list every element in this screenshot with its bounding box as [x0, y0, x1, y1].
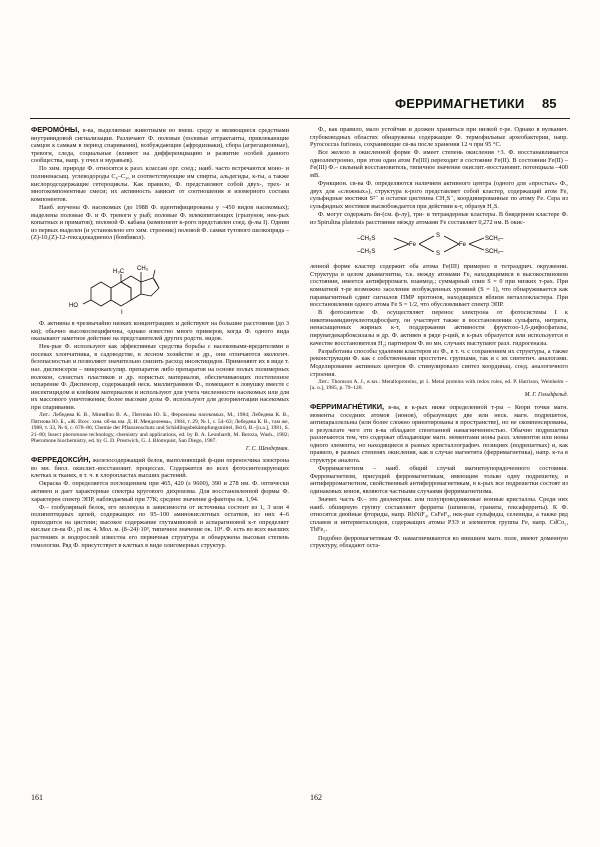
page-number-right: 162 — [310, 793, 322, 802]
literature-ref: Лит.: Лебедева К. В., Миняйло В. А., Пятнова Ю. Б., Феромоны насекомых, М., 1984; Лебедева К. В., Пятнова Ю. Б., «Ж. Всес. хим. об-ва им. Д. И. Менделеева», 1984, т. 29, № 1, с. 54–63; Лебедева К. В., там же, 1988, т. 33, № 6, с. 678–86; Chemie der Pflanzenschutz und Schädlingsbekämpfungsmittel, Bd 6, B.–[u.a.], 1981, S. 21–80; Insect pheromone technology, chemistry and applications, ed. by B. A. Leonhardt, M. Beroza, Wash., 1982; Pheromone biochemistry, ed. by G. D. Prestwich, G. J. Blomquist, San Diego, 1987. — [31, 412, 289, 445]
paragraph: Разработаны способы удаления кластеров из Ф., в т. ч. с сохранением их структуры, а также реконструкции Ф. как с собственными простетич. группами, так и с их синтетич. аналогами. Моделирование активных центров Ф. стимулировало синтез координац. соед. аналогичного строения. — [310, 347, 568, 378]
paragraph: Ф.– глобулярный белок, его молекула в зависимости от источника состоит из 1, 3 или 4 полипептидных цепей, содержащих по 95–100 аминокислотных остатков, из них 4–6 приходится на цистеин; высокое содержание глутаминовой и аспарагиновой к-т определяет кислые св-ва Ф., pI ок. 4. Мол. м. (8–24)·10³, типичное значение ок. 10⁴. Ф. есть во всех высших растениях и водорослей известна его первичная структура и обнаружена высокая степень гомологии. Ряд Ф. присутствует в клетках в виде олигомерных структур. — [31, 503, 289, 549]
entry-ferredoxin — [31, 456, 289, 480]
literature-ref: Лит.: Thomson A. J., в кн.: Metalloproteins, pt 1. Metal proteins with redox roles, ed. P. Harrison, Weinheim – [a. o.], 1985, p. 79–120. — [310, 378, 568, 392]
author-signature: Г. С. Шендерман. — [245, 445, 289, 452]
header-rule — [30, 118, 570, 119]
svg-text:CH₃: CH₃ — [137, 265, 149, 272]
page-number-left: 161 — [31, 793, 43, 802]
paragraph: Наиб. изучены Ф. насекомых (до 1988 Ф. идентифицированы у ~450 видов насекомых); выделены половые Ф. и Ф. тревоги у рыб; половые Ф. млекопитающих (грызунов, нек-рых копытных и приматов); половой Ф. кабана (компонент к-рого представлен соед. ф-лы I). Одним из первых выделен (и установлено его хим. строение) половой Ф. самки тутового шелкопряда – (Z)-10,(Z)-12-гексадекадиенол (бомбикол). — [31, 203, 289, 242]
paragraph: Функцион. св-ва Ф. определяются наличием активного центра (одного для «простых» Ф., двух для «сложных»), структура к-рого представляет собой кластер, содержащий атом Fe, сульфидные мостики S²⁻ и остатки цистеина CH₂S⁻, координированные по атому Fe. Сера из сульфидных мостиков высвобождается при действии к-т, образуя H₂S. — [310, 180, 568, 210]
paragraph: Ф., как правило, мало устойчив и должен храниться при низкой т-ре. Однако в вулканич. глубоководных областях обнаружены содержащие Ф. термофильные археобактерии, напр. Pyrococcus furiosus, сохраняющие св-ва после хранения 12 ч при 95 °С. — [310, 126, 568, 149]
paragraph: Подобно ферромагнетикам Ф. намагничиваются во внешнем магн. поле, имеют доменную структуру, обладают оста- — [310, 534, 568, 550]
svg-text:SCH₂–: SCH₂– — [485, 236, 504, 243]
paragraph: Значит. часть Ф.– это диэлектрик. или полупроводниковые ионные кристаллы. Среди них наиб. обширную группу составляют ферриты (шпинели, гранаты, гексаферриты). К Ф. относятся двойные фториды, напр. RbNiF₃, CsFeF₃, нек-рые сульфиды, селениды, а также ряд сплавов и интерметаллидов, содержащих атомы РЗЭ и элементов группы Fe, напр. CdCo₅, TbFe₂. — [310, 496, 568, 534]
paragraph: По хим. природе Ф. относятся к разл. классам орг. соед.; наиб. часто встречаются моно- и полиненасыщ. углеводороды C₆–C₃₀ и соответствующие им спирты, альдегиды, к-ты, а также кислородсодержащие гетероциклы. Как правило, Ф. представляют собой двух-, трех- и многокомпонентные смеси; их активность зависит от соотношения и изомерного состава компонентов. — [31, 165, 289, 203]
page-number-top: 85 — [542, 96, 557, 111]
svg-text:–CH₂S: –CH₂S — [357, 236, 376, 243]
entry-ferrimagnets — [310, 403, 568, 465]
svg-text:SCH₂–: SCH₂– — [485, 249, 504, 256]
entry-text: в-ва, в к-рых ниже определенной т-ры – Кюри точки магн. моменты соседних атомов (ионов), образующих две или неск. магн. подрешеток, антипараллельны (или более сложно ориентированы в пространстве), но не скомпенсированы, в результате чего эти в-ва обладают спонтанной намагниченностью. Обычно подрешетки различаются тем, что содержат обладающие магн. моментами ионы разл. элементов или ионы одного элемента, но находящиеся в разных кристаллографич. позициях (подрешетках) и, как правило, в разных степенях окисления, как в случае магнетита (ферримагнетика), напр. к-та в структуре аналога. — [310, 403, 569, 465]
svg-text:HO: HO — [69, 302, 78, 309]
svg-text:Fe: Fe — [459, 242, 467, 249]
right-column — [310, 126, 568, 550]
headword-pheromones: ФЕРОМО́НЫ, — [31, 125, 80, 134]
svg-text:Fe: Fe — [409, 242, 417, 249]
left-column — [31, 126, 289, 550]
paragraph: Все железо в окисленной форме Ф. имеет степень окисления +3. Ф. восстанавливается одноэлектронно, при этом один атом Fe(III) переходит в состояние Fe(II). В состоянии Fe(II) – Fe(III) Ф.– сильный восстановитель, типичное значение окислит.-восстановит. потенциала –400 мВ. — [310, 149, 568, 180]
entry-text: в-ва, выделяемые животными во внеш. среду и являющиеся средствами внутривидовой сигнализации. Различают Ф. половые (половые аттрактанты, привлекающие самцов к самкам в период спаривания), возбуждающие (афродизиаки), сбора (агрегационные), тревоги, следа, социальные (влияют на дифференциацию и развитие особей данного сообщества, напр. у пчел и муравьев). — [31, 127, 290, 165]
paragraph: Окраска Ф. определяется поглощением при 465, 420 (ε 9600), 390 и 278 нм. Ф. оптически активен и дает характерные спектры кругового дихроизма. Для восстановленной формы Ф. характерен спектр ЭПР, наблюдаемый при 77К; среднее значение g-фактора ок. 1,94. — [31, 480, 289, 503]
svg-text:–CH₂S: –CH₂S — [357, 249, 376, 256]
entry-text: железосодержащий белок, выполняющий ф-ции переносчика электрона во мн. биол. окислит.-восстановит. процессах. Содержится во всех фотосинтезирующих клетках и тканях, в т. ч. в хлоропластах высших растений. — [31, 457, 289, 480]
entry-pheromones — [31, 126, 289, 165]
paragraph: ленной форме кластер содержит оба атома Fe(III) примерно в тетраэдрич. окружении. Структура в целом диамагнитна, т.к. между атомами Fe, находящимися в высокоспиновом состоянии, имеется антиферромагн. взаимод.; суммарный спин S = 0 при низких т-рах. При комнатной т-ре возможно заселение возбужденных уровней (S = 1), что обнаруживается как парамагнитный сдвиг сигналов ПМР протонов, находящихся вблизи металлокластера. При восстановлении одного атома Fe S = 1/2, что обусловливает спектр ЭПР. — [310, 263, 568, 309]
svg-text:H₃C: H₃C — [113, 268, 125, 275]
paragraph: Нек-рые Ф. используют как эффективные средства борьбы с насекомыми-вредителями в посевах хлопчатника, в садоводстве, в лесном хозяйстве и др., они отличаются экологич. безопасностью и позволяют значительно снизить расход инсектицидов. Применяют их в виде т. наз. диспенсеров – микрокапсулир. препаратов либо препаратов на основе полых полимерных волокон, слоистых пластиков и др. пористых материалов, обеспечивающих постепенное испарение Ф. Диспенсер, содержащий неск. миллиграммов Ф., помещают в ловушку вместе с инсектицидом и клейким материалом и используют для учета численности насекомых или для их массового уничтожения; более высокие дозы Ф. используют для дезориентации насекомых при спаривании. — [31, 343, 289, 411]
structure-label-roman: I — [121, 309, 123, 314]
paragraph: В фотосинтезе Ф. осуществляет перенос электрона от фотосистемы I к никотинамидинуклеотидфосфату, он участвует также в восстановлении сульфита, нитрита, ненасыщенных жирных к-т, поддержании активности фруктозо-1,6-дифосфатазы, пируватдекарбоксилазы и др. Ф. активен в ряде р-ций, в к-рых образуется или используется в качестве восстановителя H₂; партнером Ф. во мн. случаях выступают разл. гидрогеназы. — [310, 309, 568, 347]
svg-text:S: S — [436, 251, 441, 258]
author-signature: М. Г. Гольдфельд. — [524, 392, 568, 399]
steroid-structure-diagram — [61, 248, 211, 314]
paragraph: Ферримагнетизм – наиб. общий случай магнитоупорядоченного состояния. Ферромагнетизм, присущий ферромагнетикам, имеющим только одну подрешетку, и антиферромагнетизм, свойственный антиферромагнетикам, в к-рых все подрешетки состоят из одинаковых ионов, являются частными случаями ферримагнетизма. — [310, 465, 568, 495]
paragraph: Ф. могут содержать би-(см. ф-лу), три- и тетраядерные кластеры. В биядерном кластере Ф. из Spirulina platensis расстояние между атомами Fe составляет 0,272 нм. В окис- — [310, 211, 568, 226]
paragraph: Ф. активны в чрезвычайно низких концентрациях и действуют на большие расстояния (до 3 км); обычно высокоспецифичны, однако известно много примеров, когда Ф. одного вида оказывают заметное действие на представителей других родств. видов. — [31, 319, 289, 343]
iron-sulfur-cluster-diagram — [349, 229, 529, 259]
headword-ferredoxin: ФЕРРЕДОКСИ́Н, — [31, 455, 91, 465]
running-head-title: ФЕРРИМАГНЕТИКИ — [395, 96, 525, 111]
svg-text:S: S — [436, 233, 441, 240]
headword-ferrimagnets: ФЕРРИМАГНЕ́ТИКИ, — [310, 401, 385, 411]
